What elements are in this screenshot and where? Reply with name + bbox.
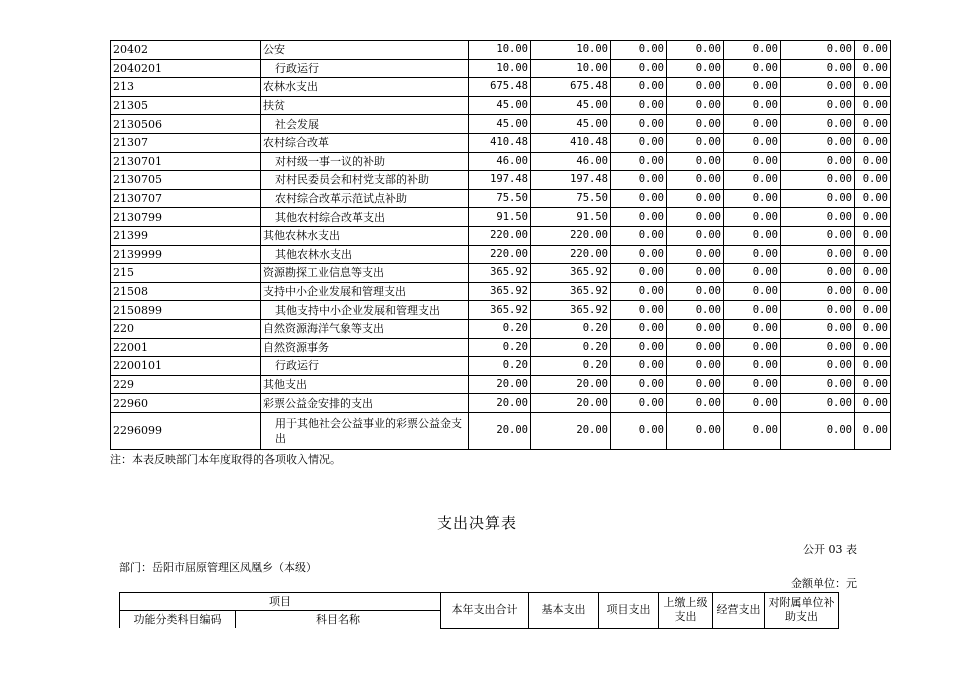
amount-cell: 0.00 — [667, 78, 724, 97]
amount-cell: 45.00 — [469, 115, 531, 134]
amount-cell: 0.00 — [611, 133, 667, 152]
subject-name: 农村综合改革 — [261, 133, 469, 152]
section-title: 支出决算表 — [436, 514, 517, 532]
amount-cell: 0.00 — [611, 78, 667, 97]
table-row — [111, 264, 891, 283]
amount-cell: 0.00 — [855, 357, 891, 376]
amount-cell: 0.00 — [781, 338, 855, 357]
amount-cell: 0.00 — [724, 226, 781, 245]
amount-cell: 91.50 — [469, 208, 531, 227]
amount-cell: 0.00 — [667, 357, 724, 376]
subject-name: 彩票公益金安排的支出 — [261, 394, 469, 413]
table-row — [111, 171, 891, 190]
subject-code: 2130506 — [111, 115, 261, 134]
subject-name: 资源勘探工业信息等支出 — [261, 264, 469, 283]
amount-cell: 0.00 — [611, 264, 667, 283]
amount-cell: 0.00 — [611, 357, 667, 376]
subject-name: 其他支出 — [261, 375, 469, 394]
amount-cell: 0.00 — [667, 59, 724, 78]
amount-cell: 220.00 — [469, 226, 531, 245]
amount-cell: 0.20 — [469, 319, 531, 338]
amount-cell: 91.50 — [531, 208, 611, 227]
amount-cell: 45.00 — [469, 96, 531, 115]
header-subsidy: 对附属单位补助支出 — [765, 593, 839, 629]
amount-cell: 20.00 — [531, 394, 611, 413]
subject-code: 2040201 — [111, 59, 261, 78]
amount-cell: 0.00 — [724, 394, 781, 413]
amount-cell: 365.92 — [531, 282, 611, 301]
amount-cell: 0.00 — [724, 245, 781, 264]
amount-cell: 0.00 — [781, 357, 855, 376]
header-name: 科目名称 — [236, 611, 441, 629]
subject-name: 行政运行 — [261, 59, 469, 78]
subject-name: 对村民委员会和村党支部的补助 — [261, 171, 469, 190]
amount-cell: 0.00 — [611, 189, 667, 208]
subject-code: 22001 — [111, 338, 261, 357]
amount-cell: 0.00 — [724, 78, 781, 97]
amount-cell: 0.00 — [781, 319, 855, 338]
amount-cell: 75.50 — [531, 189, 611, 208]
amount-cell: 0.00 — [611, 282, 667, 301]
amount-cell: 0.00 — [781, 245, 855, 264]
subject-code: 21399 — [111, 226, 261, 245]
amount-cell: 675.48 — [469, 78, 531, 97]
amount-cell: 220.00 — [531, 245, 611, 264]
amount-cell: 0.00 — [724, 133, 781, 152]
table-row — [111, 357, 891, 376]
table-row — [111, 41, 891, 60]
amount-cell: 0.00 — [781, 152, 855, 171]
amount-cell: 0.00 — [667, 282, 724, 301]
amount-cell: 0.00 — [855, 282, 891, 301]
table-row — [111, 394, 891, 413]
amount-cell: 0.00 — [667, 264, 724, 283]
subject-name: 其他农村综合改革支出 — [261, 208, 469, 227]
subject-name: 公安 — [261, 41, 469, 60]
amount-cell: 0.00 — [855, 301, 891, 320]
subject-code: 21305 — [111, 96, 261, 115]
amount-cell: 0.00 — [855, 208, 891, 227]
amount-cell: 0.00 — [724, 41, 781, 60]
subject-name: 扶贫 — [261, 96, 469, 115]
table-row — [111, 115, 891, 134]
header-code: 功能分类科目编码 — [120, 611, 236, 629]
subject-code: 2130701 — [111, 152, 261, 171]
amount-cell: 0.20 — [531, 319, 611, 338]
amount-cell: 0.00 — [855, 226, 891, 245]
amount-cell: 410.48 — [531, 133, 611, 152]
subject-name: 其他支持中小企业发展和管理支出 — [261, 301, 469, 320]
amount-cell: 0.00 — [855, 78, 891, 97]
amount-cell: 0.00 — [667, 301, 724, 320]
table-row — [111, 133, 891, 152]
amount-cell: 0.00 — [611, 338, 667, 357]
amount-cell: 0.00 — [724, 319, 781, 338]
amount-cell: 0.00 — [611, 171, 667, 190]
subject-code: 21307 — [111, 133, 261, 152]
subject-code: 2296099 — [111, 412, 261, 449]
table-row — [111, 282, 891, 301]
table-row — [111, 338, 891, 357]
amount-cell: 365.92 — [469, 264, 531, 283]
subject-name: 其他农林水支出 — [261, 226, 469, 245]
amount-cell: 20.00 — [531, 375, 611, 394]
amount-cell: 0.00 — [781, 78, 855, 97]
amount-cell: 220.00 — [469, 245, 531, 264]
amount-cell: 0.00 — [781, 394, 855, 413]
subject-name: 社会发展 — [261, 115, 469, 134]
amount-cell: 0.00 — [611, 59, 667, 78]
subject-code: 2200101 — [111, 357, 261, 376]
amount-cell: 0.00 — [781, 412, 855, 449]
amount-cell: 0.00 — [611, 245, 667, 264]
subject-code: 2130707 — [111, 189, 261, 208]
amount-cell: 0.00 — [667, 412, 724, 449]
amount-cell: 0.00 — [724, 152, 781, 171]
amount-cell: 0.00 — [855, 394, 891, 413]
amount-cell: 10.00 — [531, 41, 611, 60]
subject-name: 支持中小企业发展和管理支出 — [261, 282, 469, 301]
amount-cell: 0.20 — [469, 338, 531, 357]
subject-code: 21508 — [111, 282, 261, 301]
amount-cell: 0.00 — [724, 264, 781, 283]
amount-cell: 0.00 — [855, 319, 891, 338]
amount-cell: 0.00 — [855, 152, 891, 171]
subject-name: 农林水支出 — [261, 78, 469, 97]
amount-cell: 0.00 — [781, 282, 855, 301]
amount-cell: 0.20 — [469, 357, 531, 376]
subject-code: 213 — [111, 78, 261, 97]
amount-cell: 0.00 — [855, 338, 891, 357]
amount-cell: 0.20 — [531, 338, 611, 357]
subject-name: 用于其他社会公益事业的彩票公益金支出 — [261, 412, 469, 449]
table-row — [111, 319, 891, 338]
amount-cell: 0.00 — [855, 245, 891, 264]
amount-cell: 0.00 — [611, 301, 667, 320]
table-row — [111, 301, 891, 320]
amount-cell: 0.00 — [855, 412, 891, 449]
table-row — [111, 412, 891, 449]
amount-cell: 0.00 — [667, 189, 724, 208]
amount-cell: 0.00 — [667, 96, 724, 115]
amount-cell: 46.00 — [531, 152, 611, 171]
amount-cell: 0.00 — [724, 282, 781, 301]
amount-cell: 0.00 — [611, 152, 667, 171]
amount-cell: 0.00 — [724, 171, 781, 190]
form-number: 公开 03 表 — [803, 543, 857, 556]
amount-cell: 0.00 — [855, 171, 891, 190]
amount-cell: 365.92 — [469, 282, 531, 301]
amount-cell: 0.00 — [667, 319, 724, 338]
amount-cell: 0.00 — [611, 226, 667, 245]
subject-code: 220 — [111, 319, 261, 338]
amount-cell: 0.00 — [855, 96, 891, 115]
amount-cell: 0.00 — [855, 133, 891, 152]
amount-cell: 0.00 — [724, 357, 781, 376]
amount-cell: 0.00 — [611, 96, 667, 115]
amount-cell: 0.00 — [724, 338, 781, 357]
header-item: 项目 — [120, 593, 441, 611]
amount-cell: 75.50 — [469, 189, 531, 208]
subject-code: 2130705 — [111, 171, 261, 190]
table-note: 注：本表反映部门本年度取得的各项收入情况。 — [110, 453, 341, 466]
amount-cell: 0.00 — [855, 115, 891, 134]
table-row — [111, 208, 891, 227]
subject-code: 20402 — [111, 41, 261, 60]
expenditure-table-header — [119, 592, 839, 629]
currency-unit: 金额单位：元 — [791, 577, 857, 590]
amount-cell: 10.00 — [469, 59, 531, 78]
table-row — [111, 375, 891, 394]
amount-cell: 0.00 — [781, 301, 855, 320]
header-total: 本年支出合计 — [441, 593, 529, 629]
header-business: 经营支出 — [713, 593, 765, 629]
amount-cell: 0.00 — [667, 226, 724, 245]
subject-name: 对村级一事一议的补助 — [261, 152, 469, 171]
header-basic: 基本支出 — [529, 593, 599, 629]
amount-cell: 220.00 — [531, 226, 611, 245]
amount-cell: 0.00 — [611, 41, 667, 60]
amount-cell: 0.00 — [611, 394, 667, 413]
subject-code: 2139999 — [111, 245, 261, 264]
amount-cell: 10.00 — [469, 41, 531, 60]
amount-cell: 0.20 — [531, 357, 611, 376]
subject-name: 自然资源海洋气象等支出 — [261, 319, 469, 338]
amount-cell: 0.00 — [781, 59, 855, 78]
header-project: 项目支出 — [599, 593, 659, 629]
amount-cell: 0.00 — [724, 412, 781, 449]
amount-cell: 0.00 — [855, 41, 891, 60]
amount-cell: 0.00 — [611, 375, 667, 394]
amount-cell: 0.00 — [781, 171, 855, 190]
amount-cell: 0.00 — [781, 208, 855, 227]
subject-code: 2150899 — [111, 301, 261, 320]
amount-cell: 0.00 — [855, 189, 891, 208]
amount-cell: 10.00 — [531, 59, 611, 78]
amount-cell: 0.00 — [667, 133, 724, 152]
table-row — [111, 96, 891, 115]
amount-cell: 365.92 — [531, 264, 611, 283]
income-table — [110, 40, 891, 450]
subject-name: 行政运行 — [261, 357, 469, 376]
amount-cell: 0.00 — [667, 41, 724, 60]
amount-cell: 0.00 — [781, 96, 855, 115]
amount-cell: 197.48 — [531, 171, 611, 190]
amount-cell: 0.00 — [724, 189, 781, 208]
amount-cell: 20.00 — [531, 412, 611, 449]
amount-cell: 0.00 — [724, 301, 781, 320]
amount-cell: 0.00 — [667, 245, 724, 264]
amount-cell: 45.00 — [531, 115, 611, 134]
amount-cell: 0.00 — [781, 41, 855, 60]
amount-cell: 20.00 — [469, 394, 531, 413]
table-row — [111, 152, 891, 171]
amount-cell: 0.00 — [781, 226, 855, 245]
subject-code: 215 — [111, 264, 261, 283]
table-row — [111, 245, 891, 264]
amount-cell: 365.92 — [469, 301, 531, 320]
table-row — [111, 59, 891, 78]
amount-cell: 45.00 — [531, 96, 611, 115]
subject-name: 农村综合改革示范试点补助 — [261, 189, 469, 208]
amount-cell: 0.00 — [611, 412, 667, 449]
amount-cell: 0.00 — [667, 338, 724, 357]
amount-cell: 0.00 — [724, 96, 781, 115]
amount-cell: 20.00 — [469, 375, 531, 394]
amount-cell: 197.48 — [469, 171, 531, 190]
amount-cell: 0.00 — [724, 208, 781, 227]
amount-cell: 0.00 — [667, 115, 724, 134]
subject-code: 22960 — [111, 394, 261, 413]
amount-cell: 0.00 — [724, 375, 781, 394]
amount-cell: 0.00 — [781, 133, 855, 152]
amount-cell: 0.00 — [781, 115, 855, 134]
amount-cell: 0.00 — [667, 171, 724, 190]
amount-cell: 0.00 — [855, 375, 891, 394]
amount-cell: 0.00 — [667, 375, 724, 394]
amount-cell: 20.00 — [469, 412, 531, 449]
department-label: 部门：岳阳市屈原管理区凤凰乡（本级） — [119, 561, 317, 574]
amount-cell: 0.00 — [724, 59, 781, 78]
amount-cell: 0.00 — [781, 189, 855, 208]
amount-cell: 0.00 — [611, 115, 667, 134]
amount-cell: 0.00 — [667, 394, 724, 413]
subject-code: 2130799 — [111, 208, 261, 227]
subject-name: 其他农林水支出 — [261, 245, 469, 264]
amount-cell: 410.48 — [469, 133, 531, 152]
amount-cell: 0.00 — [611, 208, 667, 227]
amount-cell: 0.00 — [611, 319, 667, 338]
subject-name: 自然资源事务 — [261, 338, 469, 357]
table-row — [111, 226, 891, 245]
amount-cell: 46.00 — [469, 152, 531, 171]
amount-cell: 0.00 — [855, 59, 891, 78]
amount-cell: 365.92 — [531, 301, 611, 320]
table-row — [111, 189, 891, 208]
amount-cell: 0.00 — [781, 375, 855, 394]
amount-cell: 0.00 — [781, 264, 855, 283]
table-row — [111, 78, 891, 97]
amount-cell: 675.48 — [531, 78, 611, 97]
amount-cell: 0.00 — [855, 264, 891, 283]
subject-code: 229 — [111, 375, 261, 394]
amount-cell: 0.00 — [667, 208, 724, 227]
amount-cell: 0.00 — [667, 152, 724, 171]
header-remit-upper: 上缴上级支出 — [659, 593, 713, 629]
amount-cell: 0.00 — [724, 115, 781, 134]
